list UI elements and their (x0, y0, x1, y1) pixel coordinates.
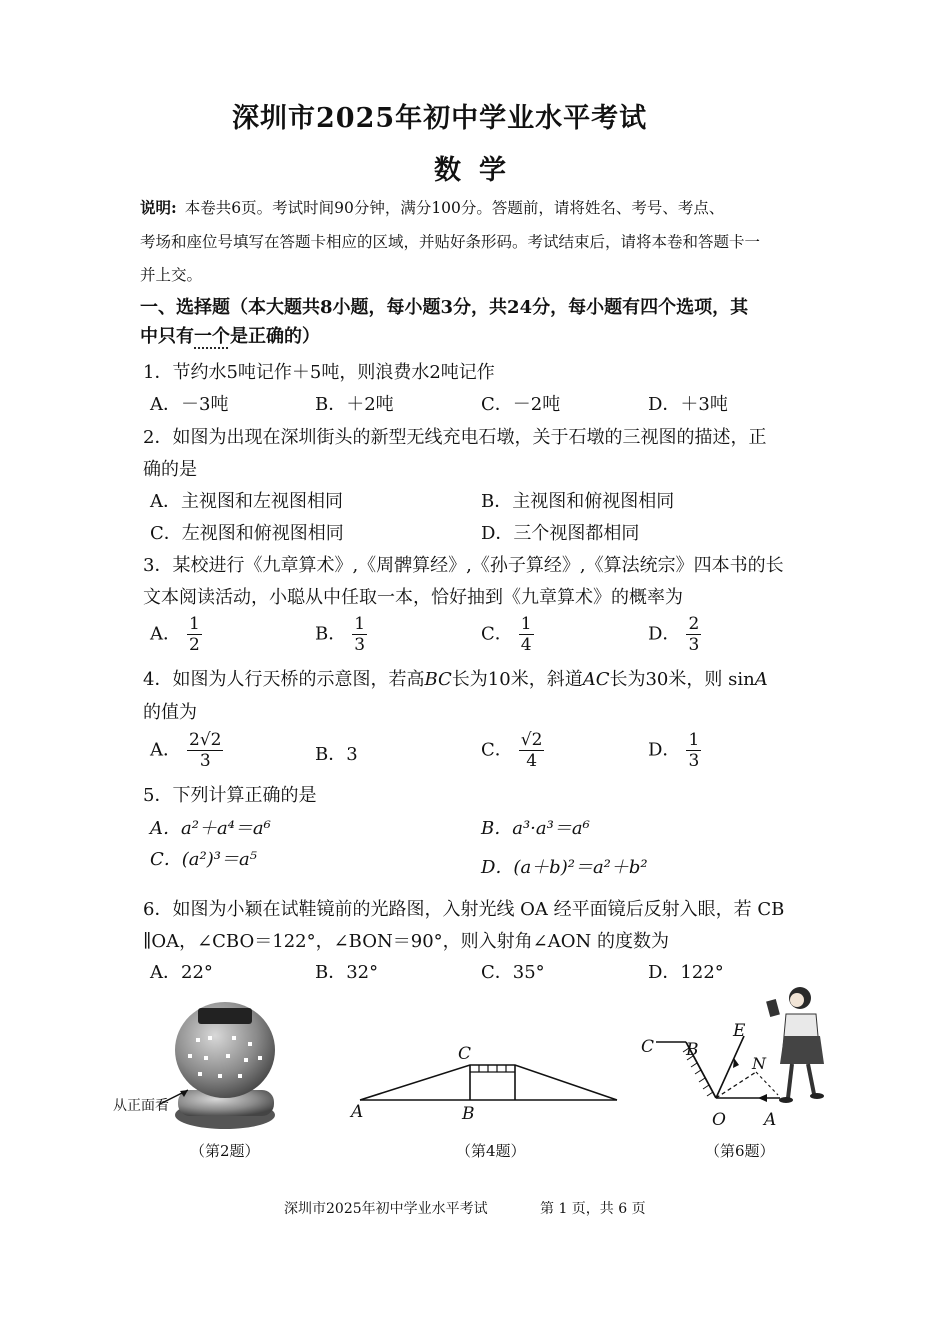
q6-option-c: C．35° (481, 962, 545, 983)
q2-option-a: A．主视图和左视图相同 (150, 491, 343, 512)
q4-option-a-fraction: $\frac{2√2}{3}$ (189, 730, 222, 771)
q4-option-c: C． $\frac{√2}{4}$ (481, 730, 543, 771)
section-heading-post: 是正确的） (230, 326, 320, 347)
exam-title: 深圳市2025年初中学业水平考试 (232, 103, 648, 134)
q1-option-d: D．＋3吨 (648, 394, 728, 415)
q5-option-c: C．(a²)³＝a⁵ (150, 849, 257, 870)
q3-option-a (150, 614, 202, 655)
figure-6-point-b: B (686, 1040, 699, 1060)
figure-6-point-o: O (712, 1110, 726, 1130)
q4-option-d: D． $\frac{1}{3}$ (648, 730, 700, 771)
section-heading-line-2 (140, 322, 320, 348)
q6-stem-line-1: 6．如图为小颖在试鞋镜前的光路图，入射光线 OA 经平面镜后反射入眼，若 CB (143, 899, 785, 920)
q5-option-b: B．a³·a³＝a⁶ (481, 818, 590, 839)
figure-4-caption: （第4题） (456, 1142, 526, 1160)
q3-option-a-label: A． (150, 623, 181, 645)
q1-option-c: C．－2吨 (481, 394, 561, 415)
q3-option-b-label: B． (315, 623, 347, 645)
q5-stem: 5．下列计算正确的是 (143, 785, 317, 806)
figure-2-caption: （第2题） (190, 1142, 260, 1160)
q6-option-d: D．122° (648, 962, 724, 983)
q4-option-d-fraction: $\frac{1}{3}$ (688, 730, 700, 771)
section-heading-line-1: 一、选择题（本大题共8小题，每小题3分，共24分，每小题有四个选项，其 (140, 297, 749, 318)
q3-option-c-fraction: $\frac{1}{4}$ (520, 614, 532, 655)
q2-option-c: C．左视图和俯视图相同 (150, 523, 344, 544)
q3-option-c-label: C． (481, 623, 513, 645)
q3-option-b (315, 614, 367, 655)
q4-stem-line-2: 的值为 (143, 702, 197, 723)
instructions-label: 说明: (140, 198, 177, 217)
q2-option-b: B．主视图和俯视图相同 (481, 491, 675, 512)
subject-title: 数学 (434, 155, 524, 186)
q3-stem-line-2: 文本阅读活动，小聪从中任取一本，恰好抽到《九章算术》的概率为 (143, 587, 683, 608)
figure-6-point-a: A (764, 1110, 777, 1130)
q3-option-d-fraction: $\frac{2}{3}$ (688, 614, 700, 655)
q1-option-a: A．－3吨 (150, 394, 229, 415)
figure-2-stone-pier (108, 998, 288, 1138)
q1-option-b: B．＋2吨 (315, 394, 394, 415)
q2-stem-line-1: 2．如图为出现在深圳街头的新型无线充电石墩，关于石墩的三视图的描述，正 (143, 427, 767, 448)
q3-option-b-fraction: $\frac{1}{3}$ (354, 614, 366, 655)
q4-option-c-fraction: $\frac{√2}{4}$ (520, 730, 543, 771)
q2-stem-line-2: 确的是 (143, 459, 197, 480)
q3-option-d (648, 614, 701, 655)
instructions-line-2: 考场和座位号填写在答题卡相应的区域，并贴好条形码。考试结束后，请将本卷和答题卡一 (140, 233, 761, 251)
pier-solar-panel (198, 1008, 252, 1024)
girl-figure (766, 987, 824, 1103)
q6-option-a: A．22° (150, 962, 213, 983)
instructions-line-1 (140, 196, 724, 218)
q6-option-b: B．32° (315, 962, 379, 983)
figure-6-light-path (640, 980, 840, 1120)
q3-stem-line-1: 3．某校进行《九章算术》,《周髀算经》,《孙子算经》,《算法统宗》四本书的长 (143, 555, 784, 576)
figure-6-point-c: C (641, 1037, 655, 1057)
q3-option-c (481, 614, 534, 655)
figure-6-point-n: N (752, 1054, 766, 1073)
section-heading-pre: 中只有 (140, 326, 194, 347)
q5-option-a: A．a²＋a⁴＝a⁶ (150, 818, 271, 839)
footer-page-number: 第 1 页，共 6 页 (540, 1201, 646, 1217)
figure-4-point-a: A (351, 1102, 364, 1122)
q3-option-d-label: D． (648, 623, 681, 645)
figure-2-view-label: 从正面看 (113, 1098, 169, 1114)
instructions-text-1: 本卷共6页。考试时间90分钟，满分100分。答题前，请将姓名、考号、考点、 (184, 199, 725, 217)
figure-4-point-c: C (458, 1044, 472, 1064)
q5-option-d: D．(a＋b)²＝a²＋b² (481, 857, 648, 878)
q4-option-a: A． $\frac{2√2}{3}$ (150, 730, 222, 771)
q2-option-d: D．三个视图都相同 (481, 523, 640, 544)
q4-stem-line-1: 4．如图为人行天桥的示意图，若高BC长为10米，斜道AC长为30米，则 sinA (143, 669, 768, 690)
figure-4-bridge (345, 1040, 625, 1110)
figure-4-point-b: B (462, 1104, 475, 1124)
figure-6-caption: （第6题） (705, 1142, 775, 1160)
instructions-line-3: 并上交。 (140, 266, 203, 284)
section-heading-emphasis: 一个 (194, 326, 230, 347)
q6-stem-line-2: ∥OA，∠CBO＝122°，∠BON＝90°，则入射角∠AON 的度数为 (143, 931, 669, 952)
q3-option-a-fraction: $\frac{1}{2}$ (189, 614, 200, 655)
footer-exam-name: 深圳市2025年初中学业水平考试 (284, 1201, 488, 1217)
q4-option-b: B．3 (315, 744, 358, 765)
q1-stem: 1．节约水5吨记作＋5吨，则浪费水2吨记作 (143, 362, 495, 383)
figure-6-point-e: E (733, 1021, 746, 1041)
